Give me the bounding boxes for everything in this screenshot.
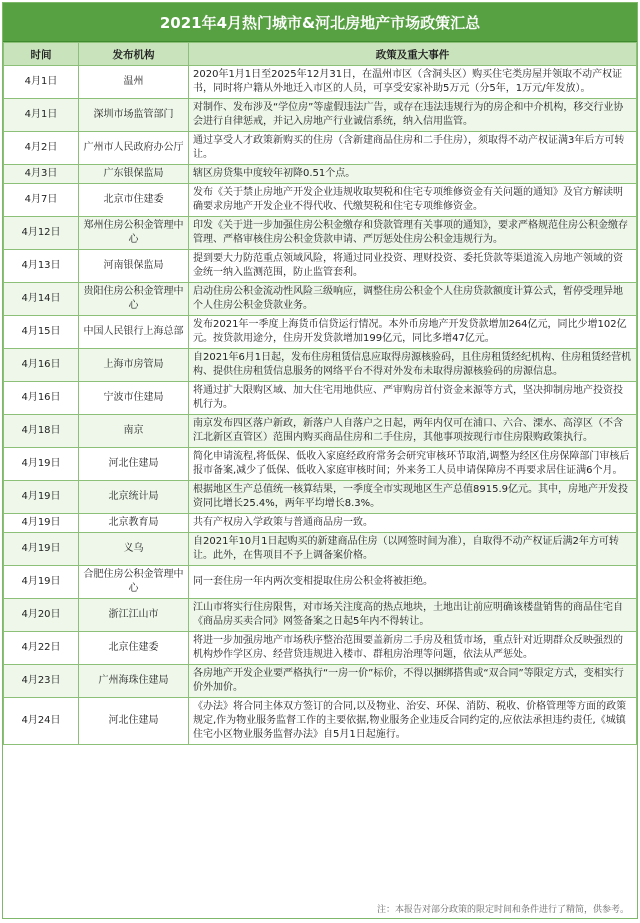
cell-date: 4月1日	[4, 66, 79, 99]
cell-event: 发布2021年一季度上海货币信贷运行情况。本外币房地产开发贷款增加264亿元，同比少增102亿元。按贷款用途分，住房开发贷款增加199亿元，同比多增47亿元。	[189, 316, 637, 349]
cell-date: 4月23日	[4, 665, 79, 698]
cell-event: 江山市将实行住房限售，对市场关注度高的热点地块，土地出让前应明确该楼盘销售的商品住宅自《商品房买卖合同》网签备案之日起5年内不得转让。	[189, 599, 637, 632]
cell-org: 广东银保监局	[79, 165, 189, 184]
table-row	[4, 250, 637, 283]
table-row	[4, 533, 637, 566]
cell-org: 合肥住房公积金管理中心	[79, 566, 189, 599]
cell-event: 通过享受人才政策新购买的住房（含新建商品住房和二手住房），须取得不动产权证满3年后方可转让。	[189, 132, 637, 165]
cell-event: 简化申请流程,将低保、低收入家庭经政府常务会研究审核环节取消,调整为经区住房保障部门审核后报市备案,减少了低保、低收入家庭审核时间；外来务工人员申请保障房不再要求居住证满6个月。	[189, 448, 637, 481]
cell-date: 4月22日	[4, 632, 79, 665]
header-date: 时间	[4, 43, 79, 66]
cell-event: 共有产权房入学政策与普通商品房一致。	[189, 514, 637, 533]
table-row	[4, 448, 637, 481]
cell-date: 4月18日	[4, 415, 79, 448]
cell-event: 根据地区生产总值统一核算结果，一季度全市实现地区生产总值8915.9亿元。其中，房地产开发投资同比增长25.4%，两年平均增长8.3%。	[189, 481, 637, 514]
table-row	[4, 665, 637, 698]
cell-date: 4月12日	[4, 217, 79, 250]
page-title: 2021年4月热门城市&河北房地产市场政策汇总	[3, 3, 637, 42]
policy-table	[3, 42, 637, 745]
cell-date: 4月19日	[4, 533, 79, 566]
cell-org: 北京市住建委	[79, 184, 189, 217]
cell-event: 辖区房贷集中度较年初降0.51个点。	[189, 165, 637, 184]
cell-date: 4月3日	[4, 165, 79, 184]
cell-org: 河北住建局	[79, 448, 189, 481]
cell-org: 北京住建委	[79, 632, 189, 665]
table-row	[4, 132, 637, 165]
table-row	[4, 481, 637, 514]
cell-event: 《办法》将合同主体双方签订的合同,以及物业、治安、环保、消防、税收、价格管理等方面的政策规定,作为物业服务监督工作的主要依据,物业服务企业违反合同约定的,应依法承担违约责任,《城镇住宅小区物业服务监督办法》自5月1日起施行。	[189, 698, 637, 745]
cell-org: 南京	[79, 415, 189, 448]
cell-event: 自2021年6月1日起，发布住房租赁信息应取得房源核验码，且住房租赁经纪机构、住房租赁经营机构、提供住房租赁信息服务的网络平台不得对外发布未取得房源核验码的房源信息。	[189, 349, 637, 382]
cell-org: 河北住建局	[79, 698, 189, 745]
cell-date: 4月19日	[4, 481, 79, 514]
cell-event: 各房地产开发企业要严格执行“一房一价”标价，不得以捆绑搭售或“双合同”等限定方式，变相实行价外加价。	[189, 665, 637, 698]
cell-event: 提到要大力防范重点领域风险，将通过同业投资、理财投资、委托贷款等渠道流入房地产领域的资金统一纳入监测范围，防止监管套利。	[189, 250, 637, 283]
table-row	[4, 599, 637, 632]
table-row	[4, 632, 637, 665]
cell-date: 4月16日	[4, 382, 79, 415]
cell-date: 4月2日	[4, 132, 79, 165]
cell-date: 4月16日	[4, 349, 79, 382]
table-row	[4, 66, 637, 99]
table-row	[4, 217, 637, 250]
cell-org: 义乌	[79, 533, 189, 566]
cell-event: 印发《关于进一步加强住房公积金缴存和贷款管理有关事项的通知》，要求严格规范住房公积金缴存管理、严格审核住房公积金贷款申请、严厉惩处住房公积金违规行为。	[189, 217, 637, 250]
cell-org: 北京教育局	[79, 514, 189, 533]
cell-event: 自2021年10月1日起购买的新建商品住房（以网签时间为准），自取得不动产权证后满2年方可转让。此外，在售项目不予上调备案价格。	[189, 533, 637, 566]
cell-event: 发布《关于禁止房地产开发企业违规收取契税和住宅专项维修资金有关问题的通知》及官方解读明确要求房地产开发企业不得代收、代缴契税和住宅专项维修资金。	[189, 184, 637, 217]
table-row	[4, 566, 637, 599]
policy-summary-sheet	[2, 2, 638, 919]
cell-org: 温州	[79, 66, 189, 99]
cell-date: 4月7日	[4, 184, 79, 217]
cell-date: 4月15日	[4, 316, 79, 349]
footnote: 注：本报告对部分政策的限定时间和条件进行了精简，供参考。	[3, 902, 637, 918]
cell-date: 4月14日	[4, 283, 79, 316]
cell-date: 4月19日	[4, 448, 79, 481]
cell-org: 宁波市住建局	[79, 382, 189, 415]
cell-org: 广州市人民政府办公厅	[79, 132, 189, 165]
table-row	[4, 382, 637, 415]
table-row	[4, 415, 637, 448]
cell-date: 4月1日	[4, 99, 79, 132]
cell-date: 4月24日	[4, 698, 79, 745]
cell-org: 郑州住房公积金管理中心	[79, 217, 189, 250]
cell-org: 深圳市场监管部门	[79, 99, 189, 132]
cell-org: 贵阳住房公积金管理中心	[79, 283, 189, 316]
cell-event: 2020年1月1日至2025年12月31日，在温州市区（含洞头区）购买住宅类房屋并领取不动产权证书，同时将户籍从外地迁入市区的人员，可享受安家补助5万元（分5年，1万元/年发放）。	[189, 66, 637, 99]
cell-event: 同一套住房一年内两次变相提取住房公积金将被拒绝。	[189, 566, 637, 599]
cell-org: 上海市房管局	[79, 349, 189, 382]
cell-date: 4月19日	[4, 566, 79, 599]
cell-org: 北京统计局	[79, 481, 189, 514]
table-row	[4, 514, 637, 533]
cell-event: 对制作、发布涉及“学位房”等虚假违法广告，或存在违法违规行为的房企和中介机构，移交行业协会进行自律惩戒，并记入房地产行业诚信系统，纳入信用监管。	[189, 99, 637, 132]
table-row	[4, 349, 637, 382]
cell-event: 启动住房公积金流动性风险三级响应，调整住房公积金个人住房贷款额度计算公式，暂停受理异地个人住房公积金贷款业务。	[189, 283, 637, 316]
header-event: 政策及重大事件	[189, 43, 637, 66]
table-row	[4, 99, 637, 132]
table-row	[4, 184, 637, 217]
table-row	[4, 698, 637, 745]
cell-event: 将进一步加强房地产市场秩序整治范围要盖新房二手房及租赁市场，重点针对近期群众反映强烈的机构炒作学区房、经营贷违规进入楼市、群租房治理等问题，依法从严惩处。	[189, 632, 637, 665]
cell-org: 河南银保监局	[79, 250, 189, 283]
cell-date: 4月20日	[4, 599, 79, 632]
table-body	[4, 66, 637, 745]
cell-date: 4月13日	[4, 250, 79, 283]
cell-org: 中国人民银行上海总部	[79, 316, 189, 349]
table-row	[4, 316, 637, 349]
cell-org: 浙江江山市	[79, 599, 189, 632]
table-header-row	[4, 43, 637, 66]
table-row	[4, 283, 637, 316]
header-org: 发布机构	[79, 43, 189, 66]
table-row	[4, 165, 637, 184]
cell-date: 4月19日	[4, 514, 79, 533]
cell-org: 广州海珠住建局	[79, 665, 189, 698]
cell-event: 将通过扩大限购区域、加大住宅用地供应、严审购房首付资金来源等方式，坚决抑制房地产投资投机行为。	[189, 382, 637, 415]
cell-event: 南京发布四区落户新政，新落户人自落户之日起，两年内仅可在浦口、六合、溧水、高淳区（不含江北新区直管区）范围内购买商品住房和二手住房，其他事项按现行市住房限购政策执行。	[189, 415, 637, 448]
